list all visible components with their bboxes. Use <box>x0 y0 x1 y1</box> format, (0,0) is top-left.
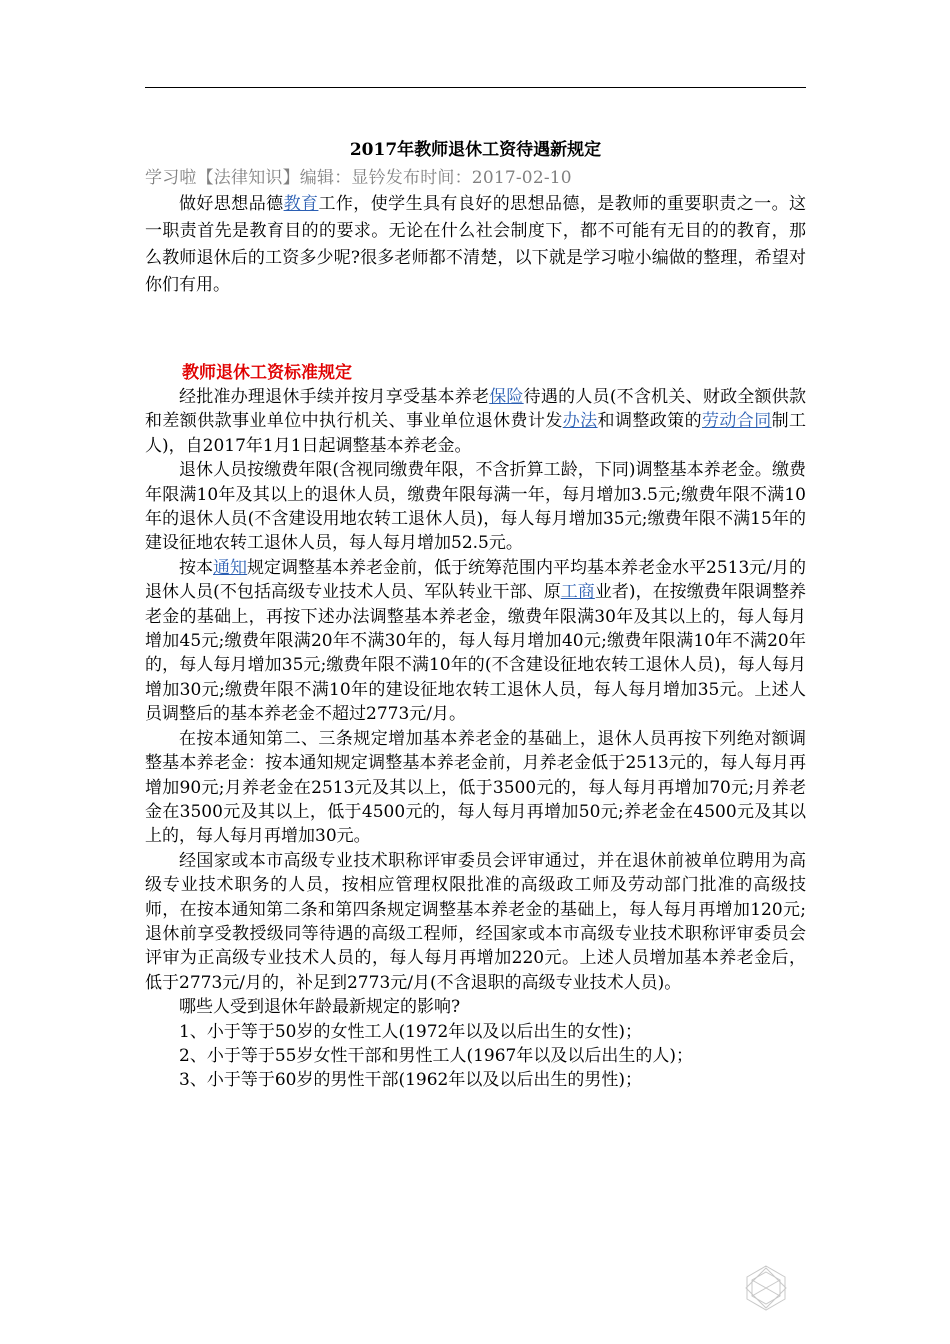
section-heading: 教师退休工资标准规定 <box>182 363 352 383</box>
geometric-seal-icon <box>742 1264 790 1312</box>
document-page <box>145 135 806 1093</box>
article-meta: 学习啦【法律知识】编辑：显钤发布时间：2017-02-10 <box>145 168 572 188</box>
list-item: 2、小于等于55岁女性干部和男性工人(1967年以及以后出生的人)； <box>179 1045 693 1066</box>
text: 工作，使学生具有良好的思想品德，是教师的重要职责之一。这一职责首先是教育目的的要求。无论在什么社会制度下，都不可能有无目的的教育，那么教师退休后的工资多少呢?很多老师都不清楚，以下就是学习啦小编做的整理，希望对你们有用。 <box>145 194 807 295</box>
article-body <box>145 385 806 1093</box>
text: 业者)，在按缴费年限调整养老金的基础上，再按下述办法调整基本养老金，缴费年限满30年及其以上的，每人每月增加45元;缴费年限满20年不满30年的，每人每月增加40元;缴费年限满10年不满20年的，每人每月增加35元;缴费年限不满10年的(不含建设征地农转工退休人员)，每人每月增加30元;缴费年限不满10年的建设征地农转工退休人员，每人每月增加35元。上述人员调整后的基本养老金不超过2773元/月。 <box>145 582 806 725</box>
paragraph-4: 在按本通知第二、三条规定增加基本养老金的基础上，退休人员再按下列绝对额调整基本养老金：按本通知规定调整基本养老金前，月养老金低于2513元的，每人每月再增加90元;月养老金在2513元及其以上，低于3500元的，每人每月再增加70元;月养老金在3500元及其以上，低于4500元的，每人每月再增加50元;养老金在4500元及其以上的，每人每月再增加30元。 <box>145 728 806 847</box>
header-rule <box>145 87 806 88</box>
link-commerce[interactable]: 工商 <box>560 582 595 603</box>
paragraph-5: 经国家或本市高级专业技术职称评审委员会评审通过，并在退休前被单位聘用为高级专业技术职务的人员，按相应管理权限批准的高级政工师及劳动部门批准的高级技师，在按本通知第二条和第四条规定调整基本养老金的基础上，每人每月再增加120元;退休前享受教授级同等待遇的高级工程师，经国家或本市高级专业技术职称评审委员会评审为正高级专业技术人员的，每人每月再增加220元。上述人员增加基本养老金后，低于2773元/月的，补足到2773元/月(不含退职的高级专业技术人员)。 <box>145 850 806 993</box>
link-education[interactable]: 教育 <box>283 194 319 214</box>
list-item: 1、小于等于50岁的女性工人(1972年以及以后出生的女性)； <box>179 1021 642 1042</box>
paragraph-1 <box>145 385 806 458</box>
link-method[interactable]: 办法 <box>562 411 598 432</box>
text: 按本 <box>179 557 213 578</box>
paragraph-2: 退休人员按缴费年限(含视同缴费年限，不含折算工龄，下同)调整基本养老金。缴费年限满10年及其以上的退休人员，缴费年限每满一年，每月增加3.5元;缴费年限不满10年的退休人员(不含建设用地农转工退休人员)，每人每月增加35元;缴费年限不满15年的建设征地农转工退休人员，每人每月增加52.5元。 <box>145 460 806 554</box>
text: 制工人)，自2017年1月1日起调整基本养老金。 <box>145 411 807 456</box>
paragraph-3 <box>145 556 806 727</box>
text: 和调整政策的 <box>597 411 702 432</box>
text: 经批准办理退休手续并按月享受基本养老 <box>179 387 490 407</box>
link-insurance[interactable]: 保险 <box>489 387 524 407</box>
list-item: 3、小于等于60岁的男性干部(1962年以及以后出生的男性)； <box>179 1070 642 1091</box>
link-notice[interactable]: 通知 <box>213 557 247 578</box>
text: 待遇的人员(不含机关、财政全额供款和差额供款事业单位中执行机关、事业单位退休费计发 <box>145 387 807 432</box>
text: 做好思想品德 <box>179 194 284 214</box>
intro-paragraph <box>145 191 806 299</box>
text: 规定调整基本养老金前，低于统筹范围内平均基本养老金水平2513元/月的退休人员(不包括高级专业技术人员、军队转业干部、原 <box>145 557 806 603</box>
intro <box>145 191 806 299</box>
document-title: 2017年教师退休工资待遇新规定 <box>349 140 602 160</box>
link-labor-contract[interactable]: 劳动合同 <box>701 411 772 432</box>
paragraph-6: 哪些人受到退休年龄最新规定的影响? <box>179 997 461 1018</box>
